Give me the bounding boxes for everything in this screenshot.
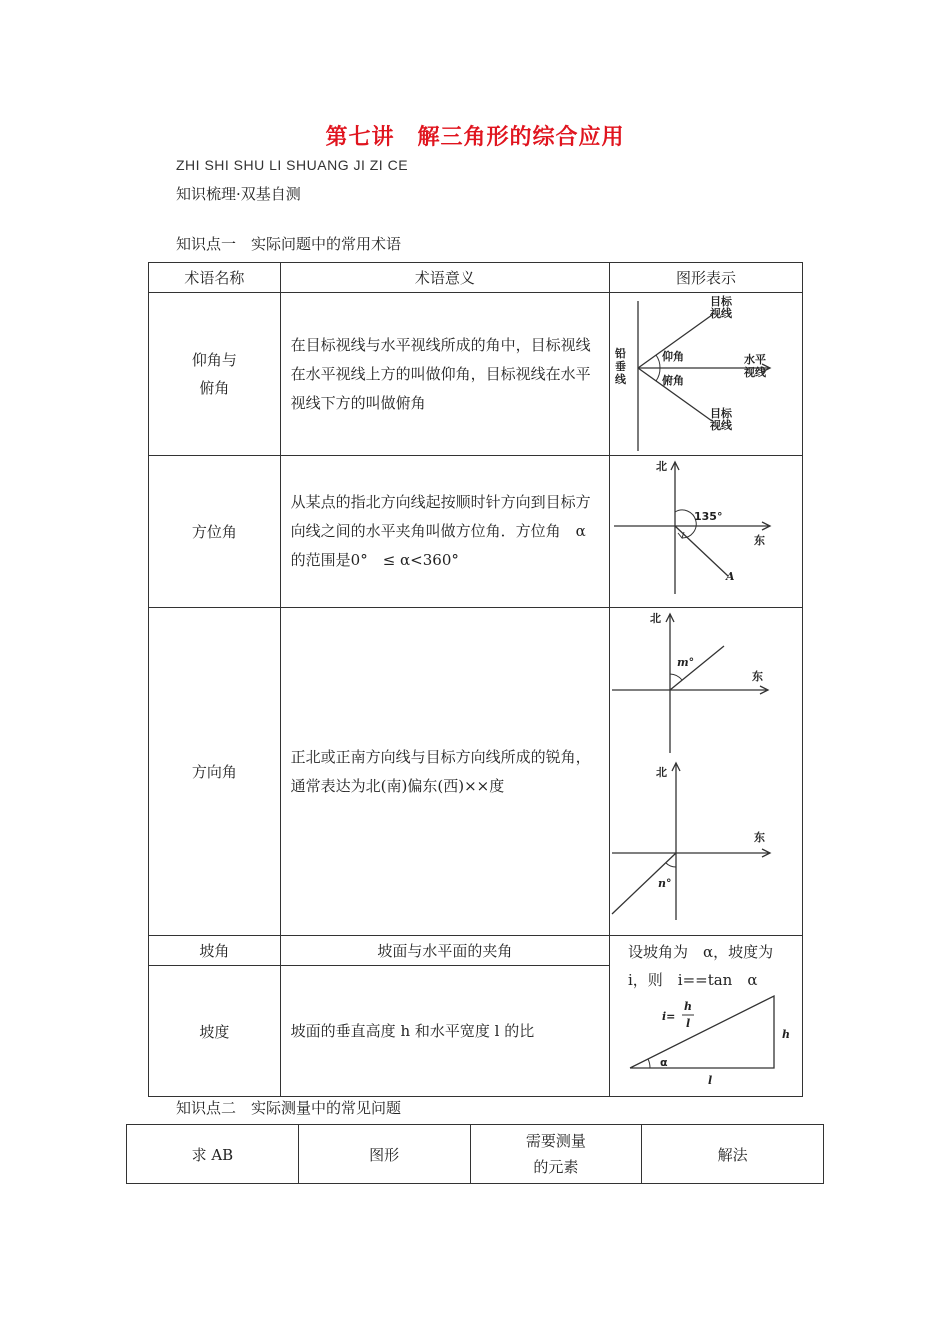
figure-label: A [725, 570, 735, 583]
azimuth-diagram [610, 456, 802, 607]
slope-triangle-diagram [610, 994, 802, 1094]
slope-text-line: 设坡角为 α，坡度为 [627, 943, 774, 961]
figure-label: 北 [655, 460, 667, 473]
header-find-ab: 求 AB [127, 1125, 299, 1184]
figure-label: 俯角 [661, 374, 684, 387]
figure-label: 仰角 [661, 350, 684, 363]
figure-label: 135° [693, 510, 723, 523]
header-figure: 图形 [298, 1125, 470, 1184]
angle-arc [670, 674, 682, 680]
header-term-meaning: 术语意义 [280, 263, 609, 293]
figure-label: n° [657, 877, 672, 890]
figure-label: 北 [655, 766, 667, 779]
measurement-table [126, 1124, 824, 1184]
figure-label: 线 [614, 373, 626, 386]
term-name-slope-angle: 坡角 [149, 936, 281, 966]
table-row [149, 456, 803, 608]
figure-label: 视线 [743, 366, 766, 379]
figure-label: 东 [751, 670, 763, 683]
table-header-row [127, 1125, 824, 1184]
figure-label: h [781, 1028, 790, 1041]
figure-label: 目标 [709, 407, 732, 420]
figure-label: 视线 [709, 419, 732, 432]
header-term-name: 术语名称 [149, 263, 281, 293]
figure-label: l [685, 1017, 691, 1030]
figure-label: 目标 [709, 295, 732, 308]
term-name-slope-ratio: 坡度 [149, 966, 281, 1097]
table-row [149, 936, 803, 966]
target-direction-line [675, 526, 728, 576]
figure-direction [609, 608, 802, 936]
direction-angle-diagrams [610, 608, 802, 935]
figure-label: 北 [649, 612, 661, 625]
figure-label: l [707, 1074, 713, 1087]
figure-label: h [683, 1000, 692, 1013]
figure-label: 视线 [709, 307, 732, 320]
slope-angle-arc [648, 1059, 650, 1068]
figure-label: i= [661, 1010, 676, 1023]
term-name-elevation [149, 293, 281, 456]
depression-arc [656, 368, 660, 381]
term-meaning-slope-angle: 坡面与水平面的夹角 [280, 936, 609, 966]
figure-azimuth [609, 456, 802, 608]
term-meaning-direction: 正北或正南方向线与目标方向线所成的锐角，通常表达为北(南)偏东(西)××度 [280, 608, 609, 936]
header-solution: 解法 [642, 1125, 824, 1184]
table-row [149, 293, 803, 456]
page-title: 第七讲 解三角形的综合应用 [325, 125, 625, 150]
figure-label: 铅 [614, 347, 626, 360]
figure-label: 水平 [743, 353, 766, 366]
figure-label: m° [676, 656, 695, 669]
figure-slope [609, 936, 802, 1097]
angle-arc [666, 863, 676, 867]
term-name-azimuth: 方位角 [149, 456, 281, 608]
pinyin-heading: ZHI SHI SHU LI SHUANG JI ZI CE [176, 157, 409, 173]
slope-triangle [630, 996, 774, 1068]
elevation-depression-diagram [610, 293, 802, 455]
header-line: 需要测量 [525, 1132, 586, 1150]
term-meaning-azimuth: 从某点的指北方向线起按顺时针方向到目标方向线之间的水平夹角叫做方位角．方位角 α 的范围是0° ≤ α<360° [280, 456, 609, 608]
knowledge-point-2-title: 知识点二 实际测量中的常见问题 [176, 1099, 402, 1117]
header-line: 的元素 [533, 1158, 579, 1176]
term-meaning-slope-ratio: 坡面的垂直高度 h 和水平宽度 l 的比 [280, 966, 609, 1097]
table-row [149, 608, 803, 936]
knowledge-point-1-title: 知识点一 实际问题中的常用术语 [176, 235, 402, 253]
table-header-row [149, 263, 803, 293]
slope-description [610, 936, 802, 994]
elevation-arc [656, 355, 660, 368]
figure-label: 垂 [614, 360, 626, 373]
terms-table [148, 262, 803, 1097]
term-name-line: 仰角与 [191, 351, 237, 369]
header-measured-elements [470, 1125, 642, 1184]
figure-elevation-depression [609, 293, 802, 456]
term-meaning-elevation: 在目标视线与水平视线所成的角中，目标视线在水平视线上方的叫做仰角，目标视线在水平视线下方的叫做俯角 [280, 293, 609, 456]
term-name-line: 俯角 [199, 379, 230, 397]
slope-text-line: i，则 i==tan α [627, 971, 758, 989]
term-name-direction: 方向角 [149, 608, 281, 936]
figure-label: 东 [753, 831, 765, 844]
figure-label: 东 [753, 534, 765, 547]
figure-label: α [659, 1056, 668, 1069]
section-subheading: 知识梳理·双基自测 [176, 185, 301, 203]
header-figure: 图形表示 [609, 263, 802, 293]
